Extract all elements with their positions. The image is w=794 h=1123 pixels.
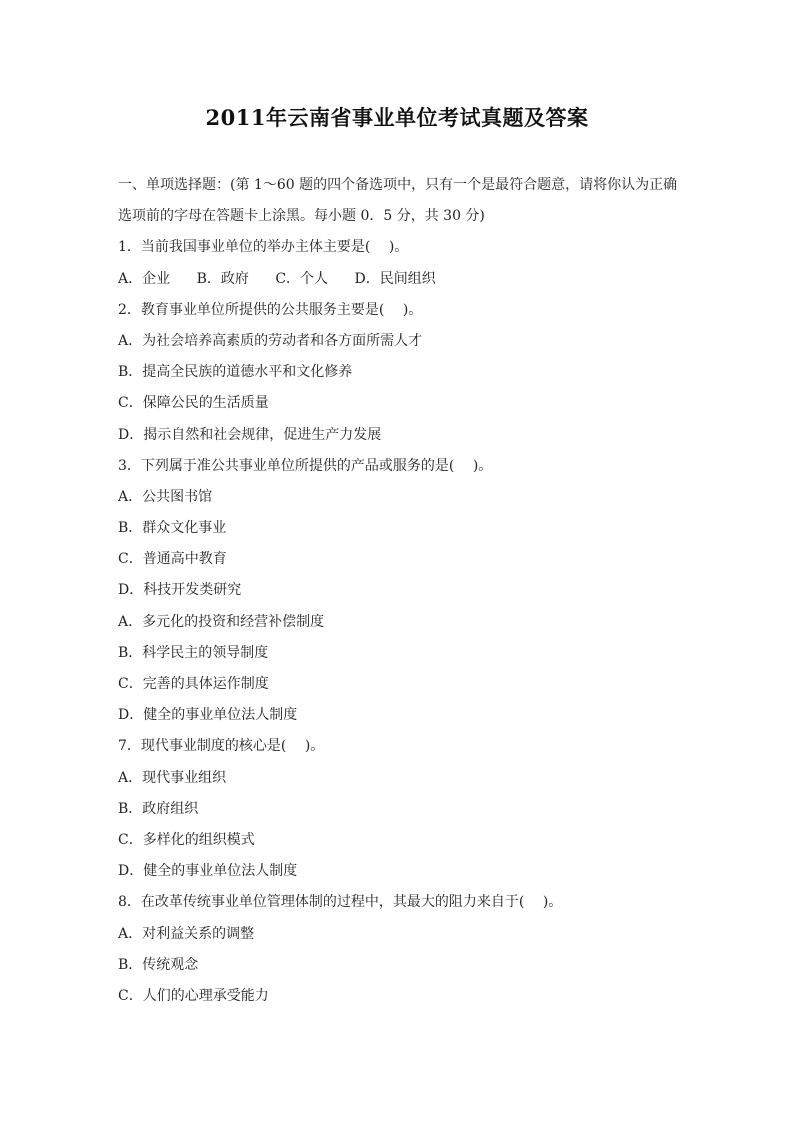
option-line: D．揭示自然和社会规律，促进生产力发展: [118, 426, 382, 443]
option-c: C．个人: [275, 270, 329, 287]
option-b: B．政府: [196, 270, 249, 287]
document-body: [118, 170, 688, 1012]
option-line: D．健全的事业单位法人制度: [118, 863, 298, 880]
option-line: B．提高全民族的道德水平和文化修养: [118, 364, 353, 381]
question-2: 2．教育事业单位所提供的公共服务主要是( )。: [118, 301, 423, 318]
option-line: A．为社会培养高素质的劳动者和各方面所需人才: [118, 332, 423, 349]
option-line: C．完善的具体运作制度: [118, 676, 269, 692]
option-line: C．人们的心理承受能力: [118, 987, 269, 1004]
section-heading-line-1: 一、单项选择题：(第 1～60 题的四个备选项中，只有一个是最符合题意，请将你认为正确: [118, 177, 678, 193]
question-1-options: [118, 264, 688, 295]
option-line: B．传统观念: [118, 956, 199, 973]
option-line: B．科学民主的领导制度: [118, 644, 269, 661]
question-3: 3．下列属于准公共事业单位所提供的产品或服务的是( )。: [118, 457, 493, 474]
option-line: D．健全的事业单位法人制度: [118, 707, 298, 724]
question-7: 7．现代事业制度的核心是( )。: [118, 738, 325, 755]
option-line: C．多样化的组织模式: [118, 831, 255, 848]
option-line: A．对利益关系的调整: [118, 925, 255, 942]
question-8: 8．在改革传统事业单位管理体制的过程中，其最大的阻力来自于( )。: [118, 894, 563, 911]
option-line: C．保障公民的生活质量: [118, 395, 269, 412]
question-1: 1．当前我国事业单位的举办主体主要是( )。: [118, 239, 409, 256]
option-line: B．群众文化事业: [118, 520, 227, 537]
section-heading-line-2: 选项前的字母在答题卡上涂黑。每小题 0．5 分，共 30 分): [118, 208, 485, 225]
document-title: 2011年云南省事业单位考试真题及答案: [205, 105, 589, 130]
option-line: A．现代事业组织: [118, 769, 227, 786]
option-line: A．公共图书馆: [118, 488, 213, 505]
option-line: C．普通高中教育: [118, 551, 227, 568]
option-line: D．科技开发类研究: [118, 582, 242, 599]
option-d: D．民间组织: [354, 270, 436, 287]
option-line: B．政府组织: [118, 800, 199, 817]
option-a: A．企业: [118, 270, 171, 287]
option-line: A．多元化的投资和经营补偿制度: [118, 613, 325, 630]
